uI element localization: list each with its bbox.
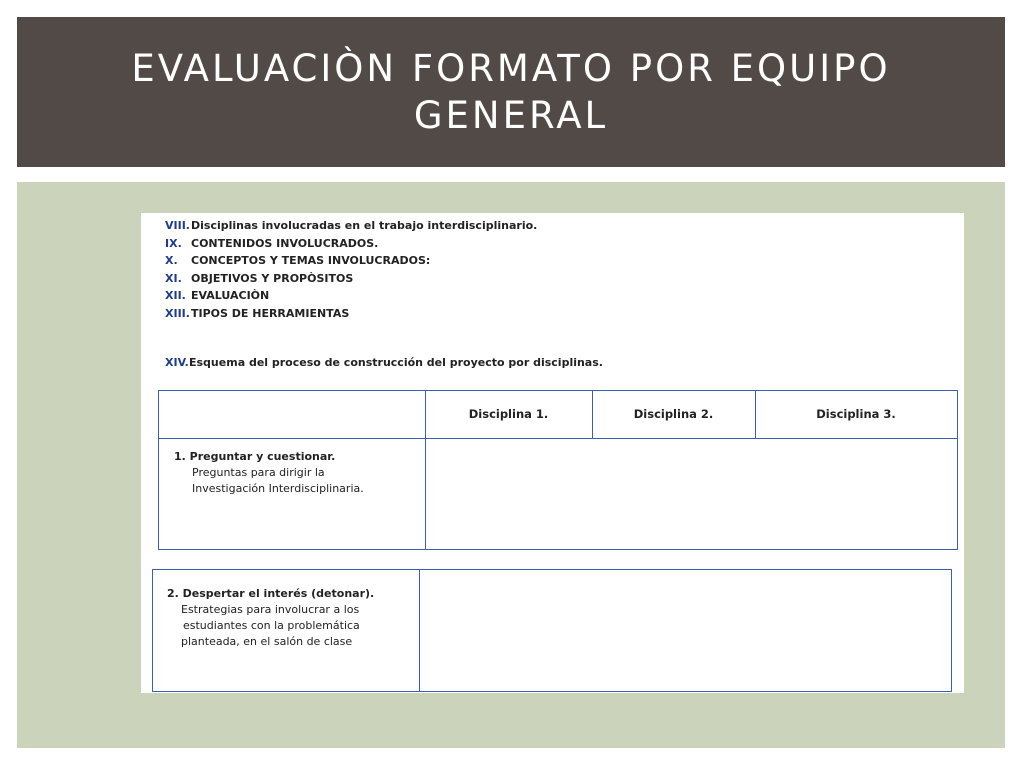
- list-label: EVALUACIÒN: [191, 289, 270, 302]
- document-image: [141, 213, 964, 693]
- title-band: [17, 17, 1005, 167]
- row-description: planteada, en el salón de clase: [181, 635, 353, 648]
- list-item: [165, 305, 537, 323]
- row-description: Preguntas para dirigir la: [192, 466, 325, 479]
- list-number: XIII.: [165, 306, 190, 320]
- row-description: estudiantes con la problemática: [183, 619, 360, 632]
- list-item: [165, 270, 537, 288]
- row-title: 1. Preguntar y cuestionar.: [174, 450, 336, 463]
- list-label: TIPOS DE HERRAMIENTAS: [191, 306, 350, 320]
- list-label: OBJETIVOS Y PROPÒSITOS: [191, 271, 354, 285]
- list-item: [165, 217, 537, 235]
- list-label: CONCEPTOS Y TEMAS INVOLUCRADOS:: [191, 254, 431, 267]
- list-label: CONTENIDOS INVOLUCRADOS.: [191, 236, 379, 250]
- list-item-xiv: [165, 356, 603, 369]
- row-label-preguntar: [174, 449, 364, 497]
- table-header-discipline-1: Disciplina 1.: [468, 407, 549, 421]
- list-item: [165, 235, 537, 253]
- list-label: Disciplinas involucradas en el trabajo interdisciplinario.: [191, 219, 538, 232]
- list-label: Esquema del proceso de construcción del proyecto por disciplinas.: [189, 356, 603, 369]
- list-number: VIII.: [165, 219, 190, 232]
- section-list: [165, 217, 537, 322]
- column-divider: [419, 570, 420, 691]
- list-item: [165, 252, 537, 270]
- discipline-table: [158, 390, 958, 550]
- strategy-table: [152, 569, 952, 692]
- row-description: Investigación Interdisciplinaria.: [192, 482, 364, 495]
- list-number: X.: [165, 254, 178, 267]
- slide-title: EVALUACIÒN FORMATO POR EQUIPO GENERAL: [131, 47, 891, 137]
- row-title: 2. Despertar el interés (detonar).: [167, 587, 375, 600]
- row-description: Estrategias para involucrar a los: [181, 603, 360, 616]
- list-number: XII.: [165, 289, 186, 302]
- list-number: XI.: [165, 271, 182, 285]
- table-header-discipline-3: Disciplina 3.: [816, 407, 896, 421]
- list-item: [165, 287, 537, 305]
- list-number: IX.: [165, 236, 182, 250]
- row-label-despertar: [167, 586, 374, 650]
- table-header-discipline-2: Disciplina 2.: [633, 407, 714, 421]
- list-number: XIV.: [165, 356, 189, 369]
